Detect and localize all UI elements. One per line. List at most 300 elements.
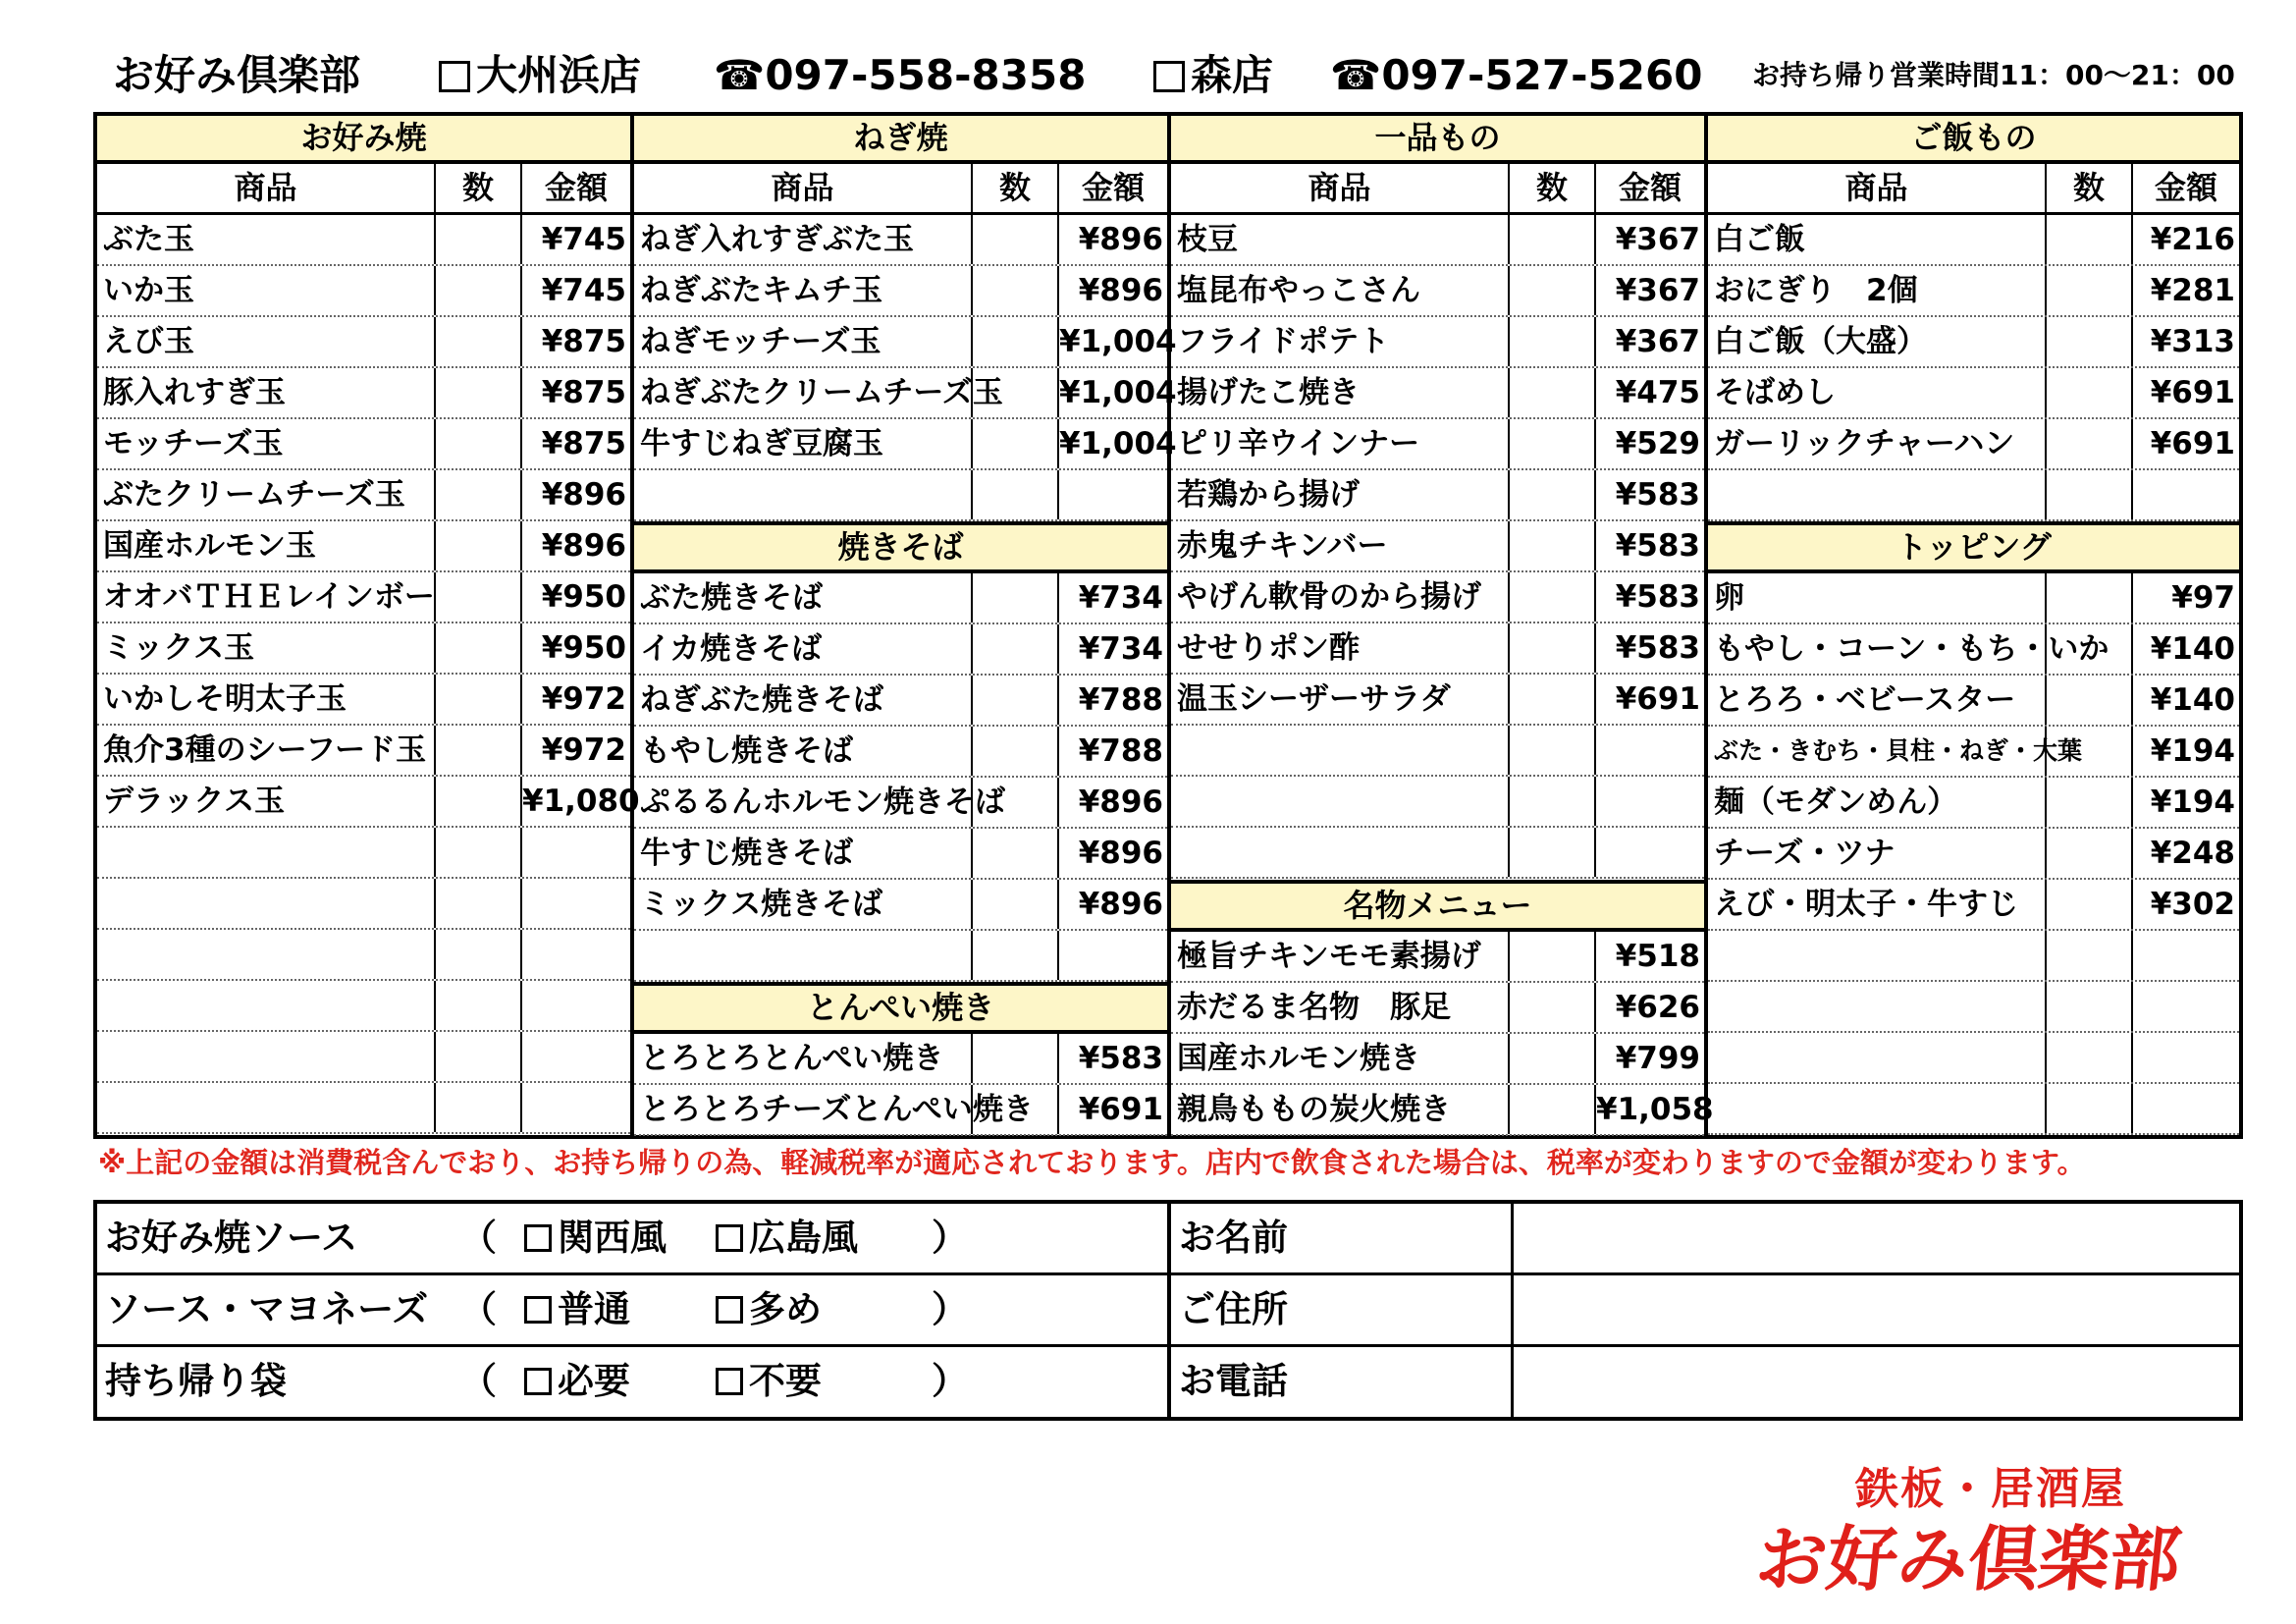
menu-row bbox=[634, 624, 1167, 676]
menu-row bbox=[97, 368, 630, 419]
menu-row bbox=[634, 368, 1177, 419]
menu-item-qty[interactable] bbox=[2047, 624, 2133, 674]
branch1-phone: 097-558-8358 bbox=[765, 51, 1087, 99]
menu-row bbox=[97, 266, 630, 317]
menu-item-qty[interactable] bbox=[436, 981, 522, 1030]
section-title-ippin: 一品もの bbox=[1171, 112, 1704, 164]
column-headers bbox=[1708, 164, 2239, 215]
menu-row bbox=[1708, 727, 2239, 778]
menu-row bbox=[1171, 675, 1704, 726]
menu-item-qty[interactable] bbox=[1510, 777, 1596, 826]
menu-item-name bbox=[1708, 470, 2047, 519]
menu-item-qty[interactable] bbox=[2047, 1033, 2133, 1082]
menu-item-qty[interactable] bbox=[2047, 778, 2133, 827]
branch2-option[interactable] bbox=[1153, 41, 1273, 110]
bag-option-need-label: 必要 bbox=[558, 1360, 630, 1402]
sauce-option-kansai-label: 関西風 bbox=[558, 1217, 667, 1259]
header-qty: 数 bbox=[1510, 164, 1596, 212]
mayo-row bbox=[97, 1275, 2239, 1347]
menu-item-qty[interactable] bbox=[2047, 829, 2133, 878]
menu-row bbox=[1708, 624, 2239, 676]
phone-label: お電話 bbox=[1179, 1360, 1288, 1402]
menu-row bbox=[1708, 880, 2239, 931]
menu-item-name: もやし焼きそば bbox=[634, 727, 973, 776]
menu-item-qty[interactable] bbox=[973, 727, 1059, 776]
phone-field[interactable] bbox=[1517, 1347, 2239, 1416]
menu-item-name: ぶた焼きそば bbox=[634, 573, 973, 623]
menu-item-name: とろとろとんぺい焼き bbox=[634, 1034, 973, 1083]
menu-item-qty[interactable] bbox=[1510, 726, 1596, 775]
menu-item-price: ¥583 bbox=[1615, 630, 1700, 666]
branch1-name: 大州浜店 bbox=[476, 51, 642, 99]
menu-item-qty[interactable] bbox=[1510, 572, 1596, 622]
menu-item-name bbox=[97, 930, 436, 979]
menu-row bbox=[97, 879, 630, 930]
menu-item-qty[interactable] bbox=[436, 828, 522, 877]
menu-item-name: いかしそ明太子玉 bbox=[97, 675, 436, 724]
menu-item-name: おにぎり 2個 bbox=[1708, 266, 2047, 315]
menu-item-price: ¥788 bbox=[1078, 682, 1163, 718]
menu-item-qty[interactable] bbox=[2047, 727, 2133, 776]
checkbox-hiroshima[interactable] bbox=[716, 1224, 743, 1252]
menu-row bbox=[634, 470, 1167, 521]
branch2-name: 森店 bbox=[1191, 51, 1274, 99]
name-label: お名前 bbox=[1179, 1217, 1288, 1259]
menu-row bbox=[1171, 572, 1704, 623]
menu-item-price: ¥896 bbox=[1078, 222, 1163, 257]
menu-item-price: ¥745 bbox=[541, 222, 626, 257]
menu-item-qty[interactable] bbox=[973, 624, 1059, 674]
menu-item-name: とろとろチーズとんぺい焼き bbox=[634, 1085, 973, 1134]
menu-item-qty[interactable] bbox=[436, 368, 522, 417]
header-price: 金額 bbox=[1081, 169, 1145, 206]
header-item: 商品 bbox=[97, 164, 436, 212]
paren-open: （ bbox=[460, 1288, 497, 1330]
menu-item-name: ぶたクリームチーズ玉 bbox=[97, 470, 436, 519]
checkbox-noneed[interactable] bbox=[716, 1368, 743, 1395]
menu-item-qty[interactable] bbox=[1510, 623, 1596, 673]
menu-item-name: 親鳥ももの炭火焼き bbox=[1171, 1085, 1510, 1134]
logo-title: お好み倶楽部 bbox=[1751, 1517, 2185, 1600]
section-title-yakisoba: 焼きそば bbox=[634, 521, 1167, 573]
menu-item-name bbox=[1708, 931, 2047, 980]
menu-row bbox=[1171, 470, 1704, 521]
menu-item-qty[interactable] bbox=[1510, 1085, 1596, 1134]
branch1-phone-group bbox=[714, 41, 1086, 110]
order-form bbox=[93, 1200, 2243, 1421]
menu-row bbox=[97, 317, 630, 368]
menu-item-price: ¥583 bbox=[1615, 477, 1700, 513]
menu-item-name: ミックス焼きそば bbox=[634, 880, 973, 929]
menu-item-name: 温玉シーザーサラダ bbox=[1171, 675, 1510, 724]
menu-item-qty[interactable] bbox=[973, 215, 1059, 264]
checkbox-need[interactable] bbox=[524, 1368, 552, 1395]
menu-row bbox=[1708, 778, 2239, 829]
section-title-topping: トッピング bbox=[1708, 521, 2239, 573]
menu-row bbox=[1708, 470, 2239, 521]
branch2-checkbox[interactable] bbox=[1153, 61, 1185, 92]
menu-grid bbox=[93, 112, 2243, 1139]
menu-item-price: ¥734 bbox=[1078, 580, 1163, 616]
menu-item-qty[interactable] bbox=[973, 676, 1059, 725]
menu-item-price: ¥367 bbox=[1615, 222, 1700, 257]
column-ippin bbox=[1171, 112, 1714, 1135]
header-price: 金額 bbox=[544, 169, 608, 206]
menu-item-qty[interactable] bbox=[1510, 317, 1596, 366]
checkbox-more[interactable] bbox=[716, 1296, 743, 1324]
menu-item-qty[interactable] bbox=[1510, 470, 1596, 519]
header-price: 金額 bbox=[2154, 169, 2217, 206]
mayo-option-more[interactable] bbox=[716, 1275, 822, 1344]
section-title-okonomiyaki: お好み焼 bbox=[97, 112, 630, 164]
menu-row bbox=[97, 981, 630, 1032]
menu-item-qty[interactable] bbox=[2047, 368, 2133, 417]
menu-item-qty[interactable] bbox=[436, 470, 522, 519]
menu-item-qty[interactable] bbox=[973, 573, 1059, 623]
menu-item-name: ねぎぶた焼きそば bbox=[634, 676, 973, 725]
paren-close: ） bbox=[932, 1288, 968, 1330]
menu-item-name: 牛すじ焼きそば bbox=[634, 829, 973, 878]
menu-item-qty[interactable] bbox=[973, 778, 1059, 827]
menu-item-name: 揚げたこ焼き bbox=[1171, 368, 1510, 417]
menu-row bbox=[1171, 215, 1704, 266]
menu-item-qty[interactable] bbox=[436, 726, 522, 775]
menu-item-price bbox=[522, 1032, 630, 1081]
sauce-option-kansai[interactable] bbox=[524, 1204, 667, 1272]
header-qty: 数 bbox=[2047, 164, 2133, 212]
menu-row bbox=[634, 215, 1167, 266]
menu-item-name bbox=[1708, 982, 2047, 1031]
name-field[interactable] bbox=[1517, 1204, 2239, 1272]
menu-item-name: 赤だるま名物 豚足 bbox=[1171, 983, 1510, 1032]
menu-row bbox=[634, 727, 1167, 778]
menu-row bbox=[634, 419, 1177, 470]
bag-label: 持ち帰り袋 bbox=[105, 1360, 287, 1402]
menu-item-price: ¥518 bbox=[1615, 939, 1700, 974]
menu-row bbox=[634, 317, 1177, 368]
menu-row bbox=[1708, 266, 2239, 317]
menu-item-qty[interactable] bbox=[436, 1083, 522, 1132]
menu-item-price bbox=[2133, 931, 2239, 980]
phone-icon: ☎ bbox=[1330, 51, 1382, 99]
menu-item-price: ¥950 bbox=[541, 579, 626, 615]
menu-item-price bbox=[1596, 726, 1704, 775]
menu-item-qty[interactable] bbox=[1510, 266, 1596, 315]
menu-item-qty[interactable] bbox=[973, 368, 1059, 417]
menu-item-price: ¥140 bbox=[2150, 682, 2235, 718]
bag-option-need[interactable] bbox=[524, 1347, 630, 1416]
menu-item-price: ¥896 bbox=[1078, 887, 1163, 922]
menu-row bbox=[1708, 317, 2239, 368]
header-item: 商品 bbox=[1171, 164, 1510, 212]
menu-item-qty[interactable] bbox=[2047, 880, 2133, 929]
menu-row bbox=[97, 828, 630, 879]
menu-item-name: えび・明太子・牛すじ bbox=[1708, 880, 2047, 929]
menu-item-price: ¥788 bbox=[1078, 733, 1163, 769]
menu-row bbox=[1171, 368, 1704, 419]
menu-item-qty[interactable] bbox=[973, 829, 1059, 878]
menu-item-qty[interactable] bbox=[436, 777, 522, 826]
bag-option-noneed[interactable] bbox=[716, 1347, 822, 1416]
menu-item-price bbox=[1596, 777, 1704, 826]
address-label: ご住所 bbox=[1179, 1288, 1288, 1330]
menu-item-qty[interactable] bbox=[2047, 215, 2133, 264]
menu-item-price: ¥896 bbox=[541, 477, 626, 513]
menu-item-price bbox=[522, 828, 630, 877]
tax-note: ※上記の金額は消費税含んでおり、お持ち帰りの為、軽減税率が適応されております。店内で飲食された場合は、税率が変わりますので金額が変わります。 bbox=[98, 1146, 2086, 1179]
menu-item-qty[interactable] bbox=[2047, 317, 2133, 366]
menu-row bbox=[1171, 623, 1704, 675]
menu-row bbox=[1171, 1034, 1704, 1085]
menu-item-name bbox=[634, 470, 973, 519]
menu-item-name: ぷるるんホルモン焼きそば bbox=[634, 778, 973, 827]
menu-item-qty[interactable] bbox=[436, 419, 522, 468]
mayo-label: ソース・マヨネーズ bbox=[105, 1288, 429, 1330]
menu-item-qty[interactable] bbox=[2047, 931, 2133, 980]
menu-item-name: そばめし bbox=[1708, 368, 2047, 417]
brand-logo bbox=[1747, 1453, 2228, 1600]
menu-row bbox=[97, 1083, 630, 1134]
checkbox-normal[interactable] bbox=[524, 1296, 552, 1324]
menu-item-qty[interactable] bbox=[1510, 368, 1596, 417]
menu-item-name: 極旨チキンモモ素揚げ bbox=[1171, 932, 1510, 981]
menu-row bbox=[634, 778, 1167, 829]
menu-item-price: ¥529 bbox=[1615, 426, 1700, 461]
menu-item-qty[interactable] bbox=[436, 215, 522, 264]
menu-item-qty[interactable] bbox=[973, 470, 1059, 519]
menu-item-price: ¥691 bbox=[2150, 426, 2235, 461]
menu-item-qty[interactable] bbox=[973, 880, 1059, 929]
menu-item-qty[interactable] bbox=[2047, 982, 2133, 1031]
section-title-meibutsu: 名物メニュー bbox=[1171, 880, 1704, 932]
menu-item-qty[interactable] bbox=[1510, 675, 1596, 724]
menu-item-price: ¥1,004 bbox=[1059, 375, 1177, 410]
menu-item-name bbox=[1171, 726, 1510, 775]
shop-name: お好み倶楽部 bbox=[113, 51, 361, 99]
menu-item-qty[interactable] bbox=[436, 317, 522, 366]
menu-item-price bbox=[2133, 982, 2239, 1031]
menu-row bbox=[634, 1034, 1167, 1085]
menu-item-price: ¥972 bbox=[541, 681, 626, 717]
menu-row bbox=[1708, 931, 2239, 982]
menu-item-qty[interactable] bbox=[2047, 419, 2133, 468]
menu-item-name bbox=[1171, 777, 1510, 826]
menu-item-price: ¥972 bbox=[541, 732, 626, 768]
menu-item-price: ¥313 bbox=[2150, 324, 2235, 359]
menu-row bbox=[634, 266, 1167, 317]
menu-item-name: ぶた・きむち・貝柱・ねぎ・大葉 bbox=[1708, 727, 2047, 776]
takeout-hours: お持ち帰り営業時間11：00～21：00 bbox=[1752, 59, 2235, 91]
menu-item-qty[interactable] bbox=[2047, 266, 2133, 315]
menu-row bbox=[97, 777, 640, 828]
menu-item-qty[interactable] bbox=[1510, 1034, 1596, 1083]
paren-open: （ bbox=[460, 1217, 497, 1259]
menu-item-qty[interactable] bbox=[2047, 1084, 2133, 1133]
menu-item-name: ねぎぶたキムチ玉 bbox=[634, 266, 973, 315]
menu-item-name bbox=[97, 981, 436, 1030]
mayo-option-normal[interactable] bbox=[524, 1275, 630, 1344]
menu-item-qty[interactable] bbox=[436, 1032, 522, 1081]
menu-row bbox=[1171, 521, 1704, 572]
branch2-phone-group bbox=[1330, 41, 1702, 110]
menu-item-name: 赤鬼チキンバー bbox=[1171, 521, 1510, 570]
menu-item-price: ¥691 bbox=[1615, 681, 1700, 717]
menu-row bbox=[1708, 829, 2239, 880]
menu-item-qty[interactable] bbox=[436, 623, 522, 673]
branch2-phone: 097-527-5260 bbox=[1381, 51, 1703, 99]
menu-item-qty[interactable] bbox=[973, 266, 1059, 315]
menu-row bbox=[97, 1032, 630, 1083]
menu-item-qty[interactable] bbox=[436, 572, 522, 622]
menu-item-qty[interactable] bbox=[973, 931, 1059, 980]
header-qty: 数 bbox=[436, 164, 522, 212]
menu-item-qty[interactable] bbox=[1510, 932, 1596, 981]
menu-item-name: 卵 bbox=[1708, 573, 2047, 623]
menu-item-price: ¥194 bbox=[2150, 733, 2235, 769]
sauce-label: お好み焼ソース bbox=[105, 1217, 358, 1259]
menu-row bbox=[1171, 983, 1704, 1034]
mayo-option-more-label: 多め bbox=[749, 1288, 822, 1330]
menu-row bbox=[1708, 1033, 2239, 1084]
menu-item-qty[interactable] bbox=[1510, 215, 1596, 264]
menu-item-qty[interactable] bbox=[1510, 521, 1596, 570]
branch1-option[interactable] bbox=[439, 41, 641, 110]
menu-item-price bbox=[1596, 828, 1704, 877]
menu-item-price: ¥1,004 bbox=[1059, 324, 1177, 359]
logo-subtitle: 鉄板・居酒屋 bbox=[1855, 1464, 2126, 1514]
menu-row bbox=[634, 880, 1167, 931]
menu-item-qty[interactable] bbox=[973, 1085, 1059, 1134]
menu-item-qty[interactable] bbox=[2047, 470, 2133, 519]
menu-item-qty[interactable] bbox=[2047, 676, 2133, 725]
menu-item-price: ¥367 bbox=[1615, 273, 1700, 308]
menu-item-name bbox=[634, 931, 973, 980]
page-header bbox=[113, 41, 2233, 110]
menu-row bbox=[1171, 777, 1704, 828]
menu-item-price: ¥734 bbox=[1078, 631, 1163, 667]
menu-row bbox=[1708, 419, 2239, 470]
menu-item-name: 白ご飯（大盛） bbox=[1708, 317, 2047, 366]
phone-icon: ☎ bbox=[714, 51, 766, 99]
column-headers bbox=[634, 164, 1167, 215]
menu-row bbox=[97, 521, 630, 572]
menu-item-price: ¥583 bbox=[1078, 1041, 1163, 1076]
menu-row bbox=[97, 419, 630, 470]
menu-row bbox=[97, 470, 630, 521]
menu-item-qty[interactable] bbox=[973, 1034, 1059, 1083]
menu-row bbox=[1171, 266, 1704, 317]
menu-item-name bbox=[97, 879, 436, 928]
address-field[interactable] bbox=[1517, 1275, 2239, 1344]
menu-item-name bbox=[1708, 1033, 2047, 1082]
menu-item-price: ¥896 bbox=[1078, 273, 1163, 308]
menu-item-name: ガーリックチャーハン bbox=[1708, 419, 2047, 468]
menu-item-price: ¥799 bbox=[1615, 1041, 1700, 1076]
menu-row bbox=[1708, 215, 2239, 266]
menu-item-price: ¥302 bbox=[2150, 887, 2235, 922]
menu-item-qty[interactable] bbox=[2047, 573, 2133, 623]
menu-item-price bbox=[522, 879, 630, 928]
menu-item-price bbox=[2133, 1084, 2239, 1133]
menu-item-price bbox=[2133, 1033, 2239, 1082]
menu-item-name: チーズ・ツナ bbox=[1708, 829, 2047, 878]
menu-row bbox=[1171, 317, 1704, 368]
menu-item-name: 麺（モダンめん） bbox=[1708, 778, 2047, 827]
menu-item-qty[interactable] bbox=[436, 930, 522, 979]
paren-close: ） bbox=[932, 1217, 968, 1259]
menu-item-price bbox=[522, 981, 630, 1030]
menu-item-name: 枝豆 bbox=[1171, 215, 1510, 264]
menu-row bbox=[634, 573, 1167, 624]
menu-item-qty[interactable] bbox=[436, 879, 522, 928]
menu-item-price: ¥1,004 bbox=[1059, 426, 1177, 461]
menu-item-name: 若鶏から揚げ bbox=[1171, 470, 1510, 519]
column-negiyaki bbox=[634, 112, 1177, 1135]
menu-item-qty[interactable] bbox=[1510, 983, 1596, 1032]
menu-item-price bbox=[522, 1083, 630, 1132]
menu-item-qty[interactable] bbox=[973, 317, 1059, 366]
menu-row bbox=[1708, 982, 2239, 1033]
menu-item-qty[interactable] bbox=[1510, 419, 1596, 468]
menu-item-name: 国産ホルモン玉 bbox=[97, 521, 436, 570]
bag-option-noneed-label: 不要 bbox=[749, 1360, 822, 1402]
sauce-option-hiroshima[interactable] bbox=[716, 1204, 858, 1272]
menu-item-name: もやし・コーン・もち・いか bbox=[1708, 624, 2047, 674]
menu-item-name: とろろ・ベビースター bbox=[1708, 676, 2047, 725]
menu-item-qty[interactable] bbox=[1510, 828, 1596, 877]
menu-item-qty[interactable] bbox=[973, 419, 1059, 468]
menu-item-price: ¥475 bbox=[1615, 375, 1700, 410]
menu-item-qty[interactable] bbox=[436, 675, 522, 724]
menu-item-name: 塩昆布やっこさん bbox=[1171, 266, 1510, 315]
sauce-option-hiroshima-label: 広島風 bbox=[749, 1217, 858, 1259]
menu-row bbox=[97, 930, 630, 981]
menu-item-qty[interactable] bbox=[436, 521, 522, 570]
branch1-checkbox[interactable] bbox=[439, 61, 470, 92]
menu-item-name bbox=[97, 828, 436, 877]
menu-item-name bbox=[97, 1083, 436, 1132]
menu-row bbox=[97, 623, 630, 675]
menu-item-name: デラックス玉 bbox=[97, 777, 436, 826]
menu-item-name: フライドポテト bbox=[1171, 317, 1510, 366]
menu-item-price: ¥1,058 bbox=[1596, 1092, 1714, 1127]
menu-item-price: ¥281 bbox=[2150, 273, 2235, 308]
menu-row bbox=[634, 1085, 1167, 1136]
column-headers bbox=[97, 164, 630, 215]
menu-item-price: ¥875 bbox=[541, 426, 626, 461]
menu-row bbox=[97, 726, 630, 777]
menu-item-price: ¥745 bbox=[541, 273, 626, 308]
menu-item-price: ¥896 bbox=[541, 528, 626, 564]
menu-item-qty[interactable] bbox=[436, 266, 522, 315]
menu-item-price: ¥97 bbox=[2171, 580, 2235, 616]
menu-item-price: ¥875 bbox=[541, 324, 626, 359]
sauce-row bbox=[97, 1204, 2239, 1275]
menu-row bbox=[1171, 419, 1704, 470]
menu-item-price bbox=[2133, 470, 2239, 519]
menu-row bbox=[634, 829, 1167, 880]
checkbox-kansai[interactable] bbox=[524, 1224, 552, 1252]
menu-item-price: ¥875 bbox=[541, 375, 626, 410]
menu-item-name: 魚介3種のシーフード玉 bbox=[97, 726, 436, 775]
menu-item-price: ¥896 bbox=[1078, 836, 1163, 871]
menu-item-name bbox=[1171, 828, 1510, 877]
menu-item-name: イカ焼きそば bbox=[634, 624, 973, 674]
menu-item-price bbox=[1059, 931, 1167, 980]
menu-item-price: ¥367 bbox=[1615, 324, 1700, 359]
menu-item-price: ¥950 bbox=[541, 630, 626, 666]
section-title-gohan: ご飯もの bbox=[1708, 112, 2239, 164]
